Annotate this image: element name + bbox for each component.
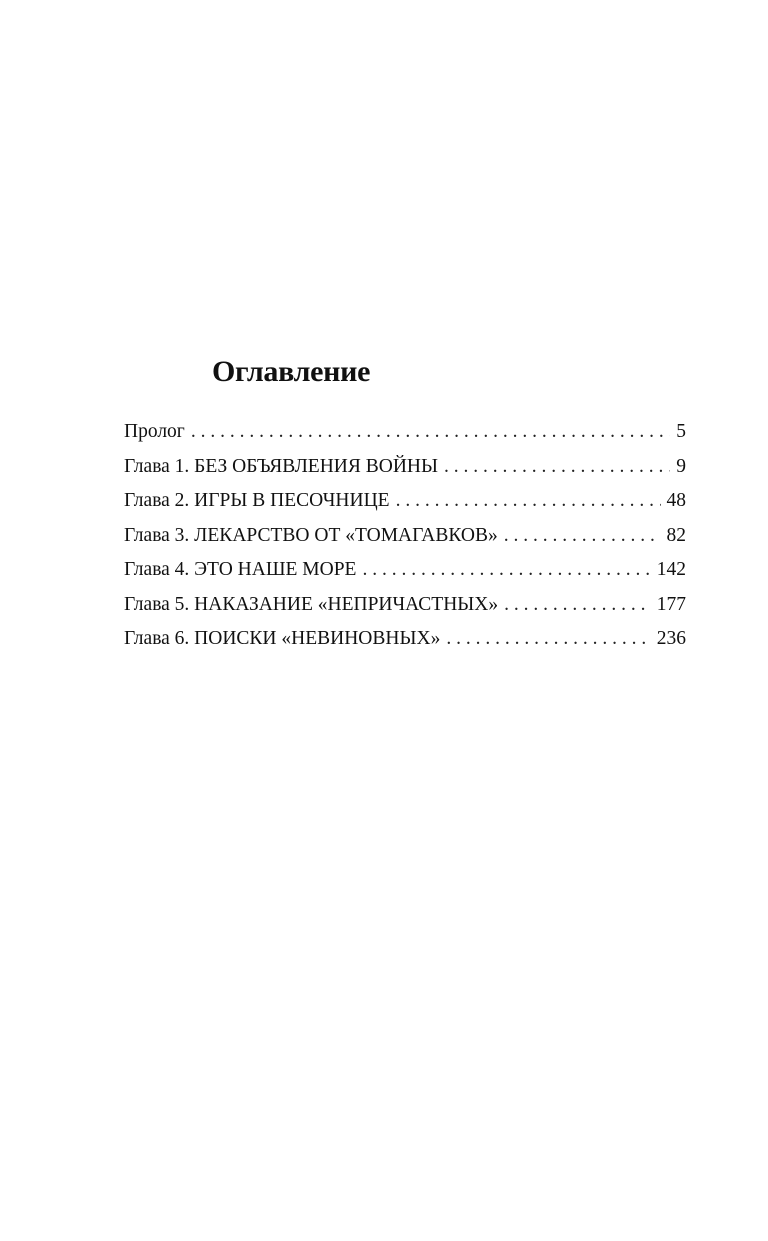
toc-entry-chapter-6 xyxy=(124,624,686,659)
toc-entry-label: Глава 3. ЛЕКАРСТВО ОТ «ТОМАГАВКОВ» xyxy=(124,524,498,546)
toc-entry-label: Глава 2. ИГРЫ В ПЕСОЧНИЦЕ xyxy=(124,490,390,511)
toc-entry-label: Глава 4. ЭТО НАШЕ МОРЕ xyxy=(124,559,357,580)
dot-leader xyxy=(191,417,670,447)
toc-entry-page: 142 xyxy=(656,559,686,580)
dot-leader xyxy=(504,590,651,620)
toc-entry-chapter-2 xyxy=(124,486,686,521)
dot-leader xyxy=(396,486,661,516)
toc-entry-page: 82 xyxy=(666,524,686,546)
toc-entry-label: Глава 5. НАКАЗАНИЕ «НЕПРИЧАСТНЫХ» xyxy=(124,593,499,615)
dot-leader xyxy=(446,624,650,654)
toc-entry-page: 9 xyxy=(676,455,686,477)
toc-entry-prologue xyxy=(124,417,686,452)
toc-entry-page: 48 xyxy=(666,490,686,511)
toc-entry-chapter-1 xyxy=(124,452,686,487)
dot-leader xyxy=(362,555,650,585)
toc-entry-label: Глава 1. БЕЗ ОБЪЯВЛЕНИЯ ВОЙНЫ xyxy=(124,455,439,477)
dot-leader xyxy=(504,521,661,551)
page-title: Оглавление xyxy=(212,355,371,388)
toc-entry-page: 177 xyxy=(656,593,686,615)
toc-entry-page: 236 xyxy=(656,628,686,649)
table-of-contents xyxy=(124,417,686,659)
dot-leader xyxy=(444,452,670,482)
toc-entry-page: 5 xyxy=(676,421,686,442)
toc-entry-label: Глава 6. ПОИСКИ «НЕВИНОВНЫХ» xyxy=(124,628,441,649)
toc-entry-chapter-3 xyxy=(124,521,686,556)
toc-entry-label: Пролог xyxy=(124,421,185,442)
toc-entry-chapter-5 xyxy=(124,590,686,625)
toc-entry-chapter-4 xyxy=(124,555,686,590)
